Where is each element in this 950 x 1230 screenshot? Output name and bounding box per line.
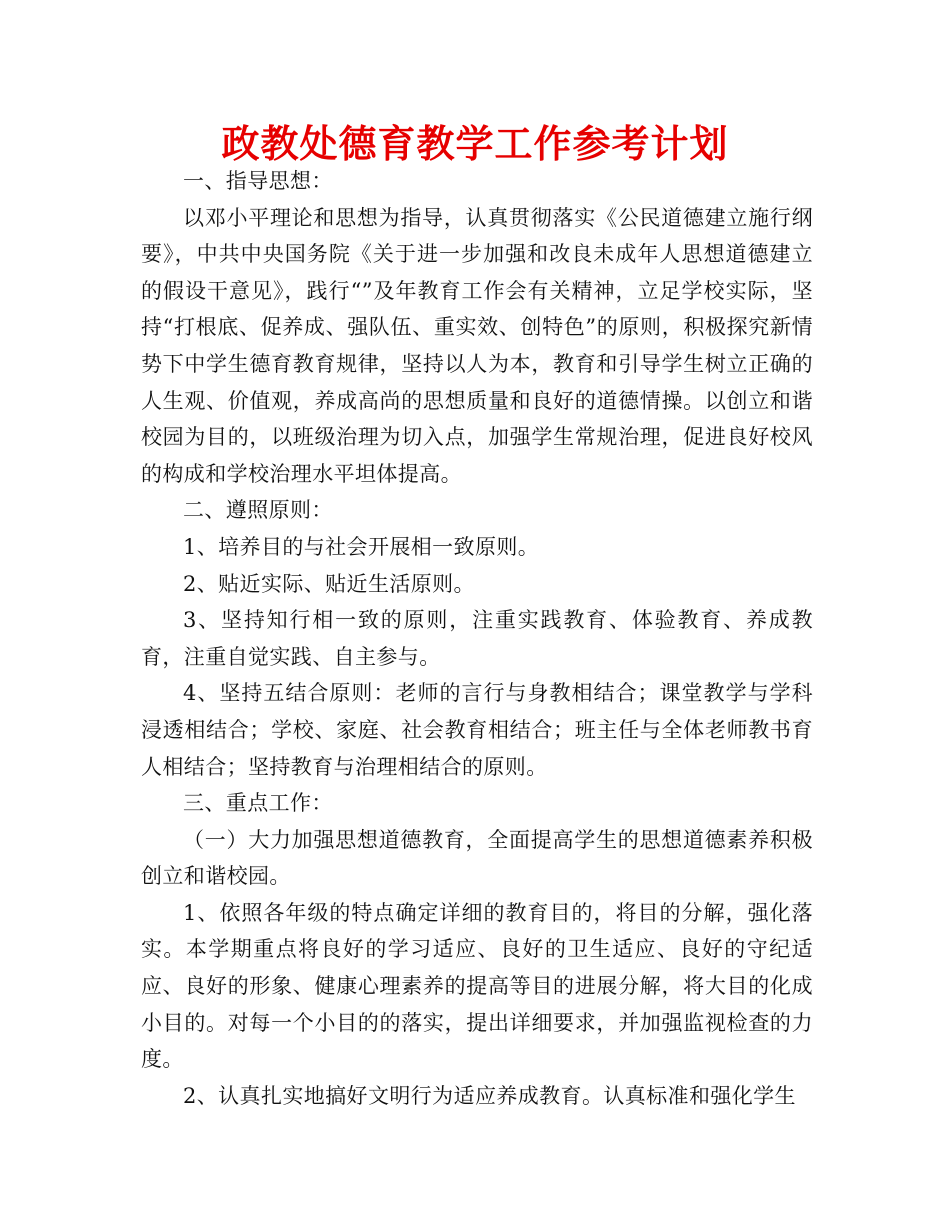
paragraph-guiding-thought: 以邓小平理论和思想为指导，认真贯彻落实《公民道德建立施行纲要》，中共中央国务院《关于进一步加强和改良未成年人思想道德建立的假设干意见》，践行“”及年教育工作会有关精神，立足学校实际，坚持“打根底、促养成、强队伍、重实效、创特色”的原则，积极探究新情势下中学生德育教育规律，坚持以人为本，教育和引导学生树立正确的人生观、价值观，养成高尚的思想质量和良好的道德情操。以创立和谐校园为目的，以班级治理为切入点，加强学生常规治理，促进良好校风的构成和学校治理水平坦体提高。: [141, 205, 813, 486]
document-body: [141, 163, 813, 1114]
subsection-heading-1: （一）大力加强思想道德教育，全面提高学生的思想道德素养积极创立和谐校园。: [141, 827, 813, 889]
work-item-2: 2、认真扎实地搞好文明行为适应养成教育。认真标准和强化学生: [183, 1083, 796, 1108]
section-heading-key-work: 三、重点工作：: [183, 791, 333, 816]
principle-item-2: 2、贴近实际、贴近生活原则。: [183, 571, 475, 596]
principle-item-3: 3、坚持知行相一致的原则，注重实践教育、体验教育、养成教育，注重自觉实践、自主参与。: [141, 608, 813, 669]
section-heading-principles: 二、遵照原则：: [183, 498, 333, 523]
section-heading-guiding-thought: 一、指导思想：: [183, 169, 333, 193]
principle-item-1: 1、培养目的与社会开展相一致原则。: [183, 534, 540, 559]
document-title: 政教处德育教学工作参考计划: [221, 121, 729, 166]
work-item-1: 1、依照各年级的特点确定详细的教育目的，将目的分解，强化落实。本学期重点将良好的学习适应、良好的卫生适应、良好的守纪适应、良好的形象、健康心理素养的提高等目的进展分解，将大目的化成小目的。对每一个小目的的落实，提出详细要求，并加强监视检查的力度。: [141, 900, 813, 1072]
principle-item-4: 4、坚持五结合原则：老师的言行与身教相结合；课堂教学与学科浸透相结合；学校、家庭、社会教育相结合；班主任与全体老师教书育人相结合；坚持教育与治理相结合的原则。: [141, 681, 813, 779]
